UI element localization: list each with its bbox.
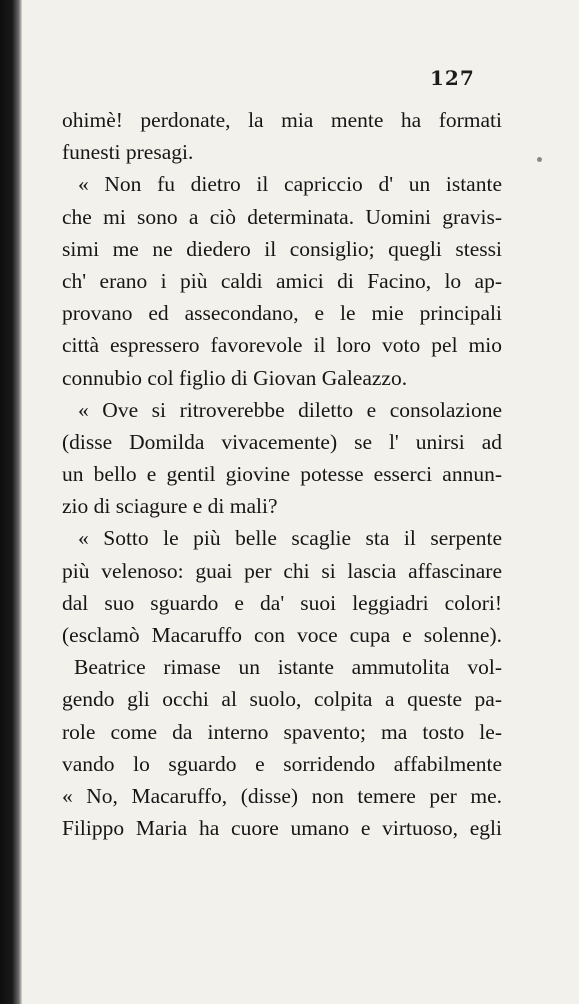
text-line: dal suo sguardo e da' suoi leggiadri colori! [62,590,502,615]
text-line: più velenoso: guai per chi si lascia affascinare [62,558,502,583]
text-line: ch' erano i più caldi amici di Facino, lo ap- [62,268,502,293]
text-line: « Non fu dietro il capriccio d' un istante [78,172,502,197]
text-line: funesti presagi. [62,140,194,165]
text-line: città espressero favorevole il loro voto pel mio [62,333,502,358]
text-line: simi me ne diedero il consiglio; quegli stessi [62,236,502,261]
text-line: « Sotto le più belle scaglie sta il serpente [78,526,502,551]
text-line: provano ed assecondano, e le mie principali [62,301,502,326]
text-line: Filippo Maria ha cuore umano e virtuoso, egli [62,816,502,841]
text-line: « Ove si ritroverebbe diletto e consolazione [78,397,502,422]
body-text [62,104,502,844]
text-line: gendo gli occhi al suolo, colpita a queste pa- [62,687,502,712]
text-line: (disse Domilda vivacemente) se l' unirsi ad [62,429,502,454]
text-line: un bello e gentil giovine potesse esserci annun- [62,462,502,487]
text-line: che mi sono a ciò determinata. Uomini gravis- [62,204,502,229]
text-line: « No, Macaruffo, (disse) non temere per me. [62,783,502,808]
paper-speck [537,157,542,162]
page-number: 127 [430,66,475,90]
text-line: zio di sciagure e di mali? [62,494,278,519]
text-line: Beatrice rimase un istante ammutolita vol- [74,655,502,680]
text-line: (esclamò Macaruffo con voce cupa e solenne). [62,623,502,647]
text-line: ohimè! perdonate, la mia mente ha formati [62,108,502,132]
book-gutter-shadow [0,0,22,1004]
text-line: connubio col figlio di Giovan Galeazzo. [62,365,408,390]
text-line: vando lo sguardo e sorridendo affabilmente [62,751,502,776]
text-line: role come da interno spavento; ma tosto le- [62,719,502,744]
